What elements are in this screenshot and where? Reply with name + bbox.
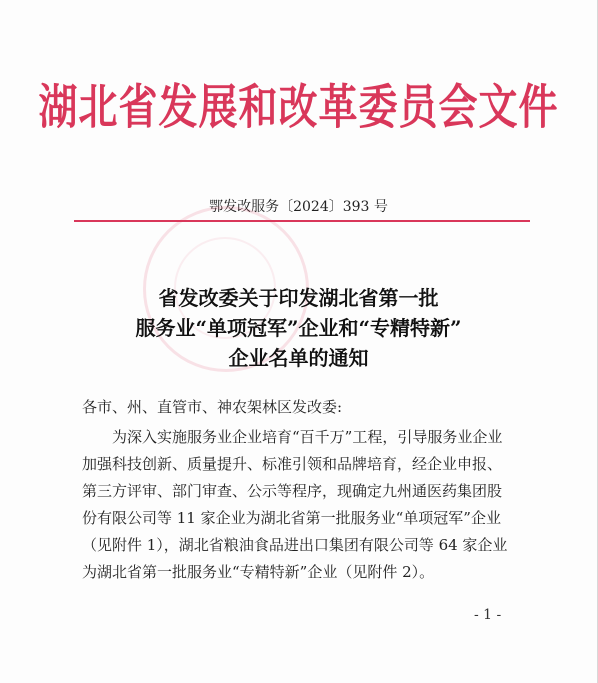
document-number: 鄂发改服务〔2024〕393 号: [209, 199, 388, 215]
org-header-title: 湖北省发展和改革委员会文件: [38, 80, 559, 136]
body-line-3: 第三方评审、部门审查、公示等程序，现确定九州通医药集团股: [82, 482, 503, 500]
body-line-5: （见附件 1），湖北省粮油食品进出口集团有限公司等 64 家企业: [82, 536, 508, 554]
body-line-6: 为湖北省第一批服务业“专精特新”企业（见附件 2）。: [82, 563, 435, 581]
body-line-1: 为深入实施服务业企业培育“百千万”工程，引导服务业企业: [112, 428, 503, 446]
body-paragraph: [82, 424, 534, 586]
salutation: 各市、州、直管市、神农架林区发改委:: [82, 398, 343, 416]
title-line-3: 企业名单的通知: [228, 346, 369, 370]
title-line-1: 省发改委关于印发湖北省第一批: [158, 286, 439, 310]
body-line-2: 加强科技创新、质量提升、标准引领和品牌培育，经企业申报、: [82, 455, 503, 473]
page-number: - 1 -: [474, 607, 502, 623]
body-line-4: 份有限公司等 11 家企业为湖北省第一批服务业“单项冠军”企业: [82, 509, 501, 527]
document-title: [0, 283, 597, 373]
title-line-2: 服务业“单项冠军”企业和“专精特新”: [135, 316, 462, 340]
red-divider-line: [74, 220, 530, 222]
